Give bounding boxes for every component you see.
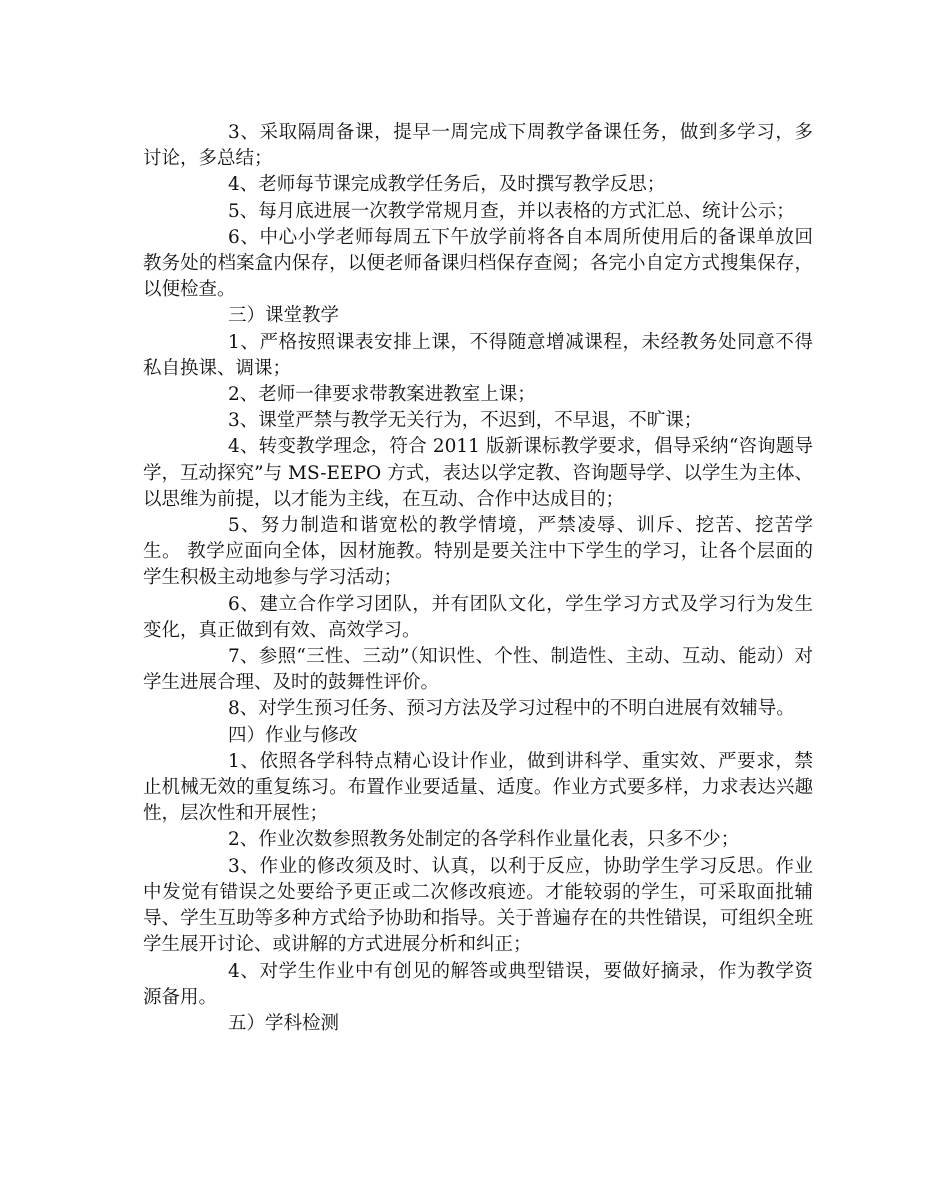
paragraph-prep-4: 4、老师每节课完成教学任务后，及时撰写教学反思； [228, 174, 666, 196]
paragraph-class-1: 1、严格按照课表安排上课，不得随意增减课程，未经教务处同意不得私自换课、调课； [143, 331, 813, 379]
paragraph-class-7: 7、参照“三性、三动”（知识性、个性、制造性、主动、互动、能动）对学生进展合理、及时的鼓舞性评价。 [143, 646, 813, 694]
paragraph-prep-6: 6、中心小学老师每周五下午放学前将各自本周所使用后的备课单放回教务处的档案盒内保存，以便老师备课归档保存查阅；各完小自定方式搜集保存，以便检查。 [143, 226, 813, 301]
paragraph-homework-4: 4、对学生作业中有创见的解答或典型错误，要做好摘录，作为教学资源备用。 [143, 960, 813, 1008]
paragraph-class-5: 5、努力制造和谐宽松的教学情境，严禁凌辱、训斥、挖苦、挖苦学生。 教学应面向全体，因材施教。特别是要关注中下学生的学习，让各个层面的学生积极主动地参与学习活动； [143, 515, 813, 589]
document-body [143, 120, 813, 1037]
paragraph-class-4: 4、转变教学理念，符合 2011 版新课标教学要求，倡导采纳“咨询题导学，互动探究”与 MS-EEPO 方式，表达以学定教、咨询题导学、以学生为主体、以思维为前提，以才能为主线，在互动、合作中达成目的； [143, 436, 813, 510]
paragraph-homework-1: 1、依照各学科特点精心设计作业，做到讲科学、重实效、严要求，禁止机械无效的重复练习。布置作业要适量、适度。作业方式要多样，力求表达兴趣性，层次性和开展性； [143, 750, 813, 825]
section-heading-testing: 五）学科检测 [228, 1012, 340, 1034]
paragraph-class-3: 3、课堂严禁与教学无关行为，不迟到，不早退，不旷课； [228, 410, 703, 432]
paragraph-prep-3: 3、采取隔周备课，提早一周完成下周教学备课任务，做到多学习，多讨论，多总结； [143, 122, 813, 170]
paragraph-homework-2: 2、作业次数参照教务处制定的各学科作业量化表，只多不少； [228, 829, 740, 851]
paragraph-homework-3: 3、作业的修改须及时、认真，以利于反应，协助学生学习反思。作业中发觉有错误之处要给予更正或二次修改痕迹。才能较弱的学生，可采取面批辅导、学生互助等多种方式给予协助和指导。关于普遍存在的共性错误，可组织全班学生展开讨论、或讲解的方式进展分析和纠正； [143, 855, 813, 956]
section-heading-homework: 四）作业与修改 [228, 724, 358, 746]
paragraph-class-6: 6、建立合作学习团队，并有团队文化，学生学习方式及学习行为发生变化，真正做到有效、高效学习。 [143, 593, 813, 641]
paragraph-class-2: 2、老师一律要求带教案进教室上课； [228, 384, 536, 406]
section-heading-classroom: 三）课堂教学 [228, 305, 340, 327]
paragraph-prep-5: 5、每月底进展一次教学常规月查，并以表格的方式汇总、统计公示； [228, 200, 795, 222]
paragraph-class-8: 8、对学生预习任务、预习方法及学习过程中的不明白进展有效辅导。 [228, 698, 795, 720]
